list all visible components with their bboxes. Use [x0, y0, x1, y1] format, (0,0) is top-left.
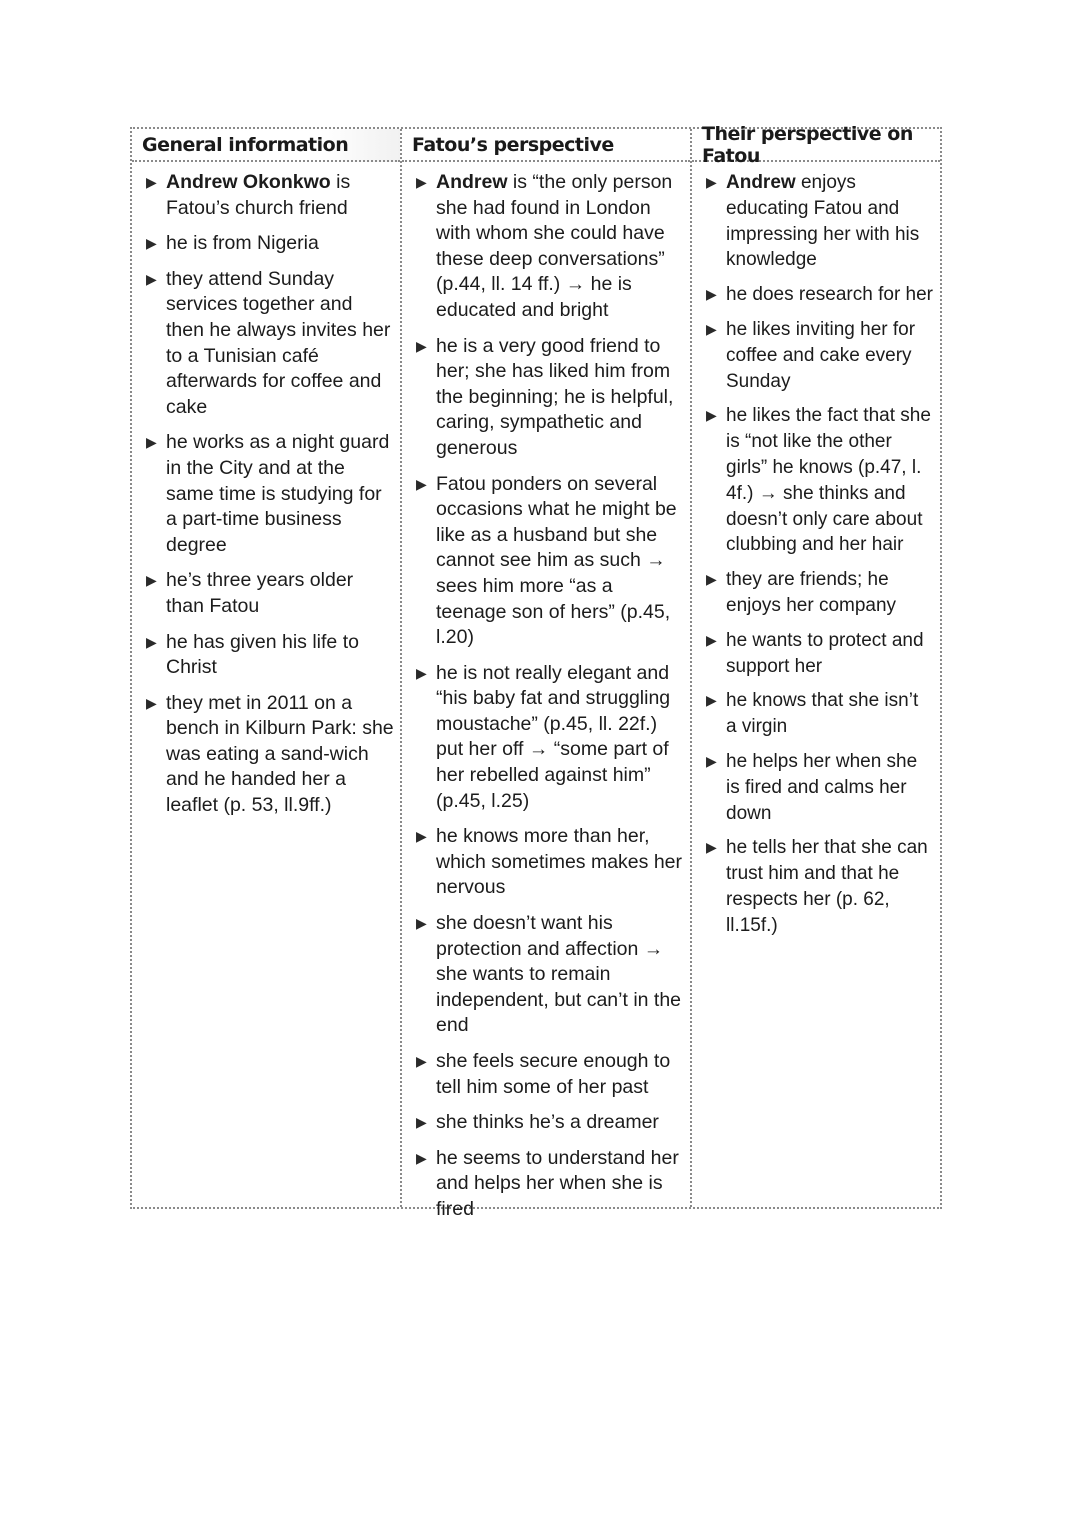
list-item: ▶ she thinks he’s a dreamer — [410, 1110, 684, 1136]
list-item: ▶ he does research for her — [700, 282, 934, 308]
list-item: ▶ she doesn’t want his protection and affection → she wants to remain independent, but can’t in the end — [416, 912, 682, 1037]
list-item: ▶ he is a very good friend to her; she has liked him from the beginning; he is helpful, caring, sympathetic and generous — [416, 334, 674, 459]
triangle-bullet-icon: ▶ — [146, 174, 157, 190]
list-item: ▶ Andrew enjoys educating Fatou and impressing her with his knowledge — [706, 172, 920, 271]
triangle-bullet-icon: ▶ — [416, 1114, 427, 1131]
triangle-bullet-icon: ▶ — [146, 572, 157, 589]
list-item: ▶ they met in 2011 on a bench in Kilburn Park: she was eating a sand-wich and he handed her a leaflet (p. 53, ll.9ff.) — [146, 691, 394, 817]
list-item: ▶ she feels secure enough to tell him some of her past — [416, 1050, 671, 1098]
triangle-bullet-icon: ▶ — [146, 633, 157, 650]
list-item: ▶ he has given his life to Christ — [146, 630, 359, 679]
triangle-bullet-icon: ▶ — [416, 1053, 427, 1069]
triangle-bullet-icon: ▶ — [416, 174, 427, 190]
bullet-list — [402, 162, 690, 1223]
triangle-bullet-icon: ▶ — [416, 828, 427, 845]
column-heading — [692, 122, 940, 167]
bullet-list — [132, 162, 400, 819]
column-fatous-perspective — [400, 129, 690, 1220]
list-item: ▶ Andrew is “the only person she had found in London with whom she could have these deep conversations” (p.44, ll. 14 ff.) → he is educated and bright — [416, 171, 673, 321]
list-item: ▶ Andrew Okonkwo is Fatou’s church friend — [146, 171, 351, 219]
bullet-list — [692, 162, 940, 939]
list-item: ▶ he is from Nigeria — [140, 231, 394, 257]
column-heading-text: Fatou’s perspective — [412, 133, 614, 156]
triangle-bullet-icon: ▶ — [146, 694, 157, 711]
triangle-bullet-icon: ▶ — [706, 752, 717, 769]
list-item: ▶ he knows that she isn’t a virgin — [706, 690, 919, 738]
triangle-bullet-icon: ▶ — [706, 286, 717, 303]
list-item: ▶ he helps her when she is fired and calms her down — [706, 750, 918, 824]
list-item: ▶ Fatou ponders on several occasions what he might be like as a husband but she cannot see him as such → sees him more “as a teenage son of hers” (p.45, l.20) — [416, 472, 677, 649]
column-general-information — [132, 129, 400, 1207]
triangle-bullet-icon: ▶ — [146, 270, 157, 287]
list-item: ▶ he wants to protect and support her — [706, 629, 924, 677]
list-item: ▶ they attend Sunday services together and then he always invites her to a Tunisian café afterwards for coffee and cake — [146, 267, 391, 418]
triangle-bullet-icon: ▶ — [706, 692, 717, 709]
column-heading-text: Their perspective on Fatou — [702, 122, 913, 167]
list-item: ▶ he’s three years older than Fatou — [146, 569, 354, 617]
column-heading — [132, 129, 400, 162]
column-heading — [402, 129, 690, 162]
list-item: ▶ he likes the fact that she is “not like the other girls” he knows (p.47, l. 4f.) → she thinks and doesn’t only care about clubbing and her hair — [706, 405, 931, 556]
triangle-bullet-icon: ▶ — [146, 235, 157, 252]
list-item: ▶ he likes inviting her for coffee and cake every Sunday — [706, 318, 916, 392]
list-item: ▶ he seems to understand her and helps her when she is fired — [416, 1146, 679, 1220]
triangle-bullet-icon: ▶ — [706, 571, 717, 588]
list-item: ▶ they are friends; he enjoys her company — [706, 569, 897, 616]
list-item: ▶ he works as a night guard in the City and at the same time is studying for a part-time business degree — [146, 431, 390, 556]
triangle-bullet-icon: ▶ — [416, 1149, 427, 1166]
triangle-bullet-icon: ▶ — [416, 337, 427, 354]
triangle-bullet-icon: ▶ — [146, 434, 157, 451]
column-their-perspective — [690, 122, 940, 1207]
list-item: ▶ he is not really elegant and “his baby fat and struggling moustache” (p.45, ll. 22f.) put her off → “some part of her rebelled against him” (p.45, l.25) — [416, 661, 671, 812]
triangle-bullet-icon: ▶ — [706, 631, 717, 648]
triangle-bullet-icon: ▶ — [706, 174, 717, 190]
triangle-bullet-icon: ▶ — [416, 915, 427, 932]
comparison-table — [130, 122, 942, 1220]
list-item: ▶ he tells her that she can trust him and that he respects her (p. 62, ll.15f.) — [706, 837, 928, 936]
triangle-bullet-icon: ▶ — [416, 475, 427, 492]
list-item: ▶ he knows more than her, which sometimes makes her nervous — [416, 825, 682, 899]
column-heading-text: General information — [142, 133, 349, 156]
triangle-bullet-icon: ▶ — [706, 320, 717, 337]
triangle-bullet-icon: ▶ — [416, 664, 427, 681]
triangle-bullet-icon: ▶ — [706, 407, 717, 424]
triangle-bullet-icon: ▶ — [706, 839, 717, 856]
